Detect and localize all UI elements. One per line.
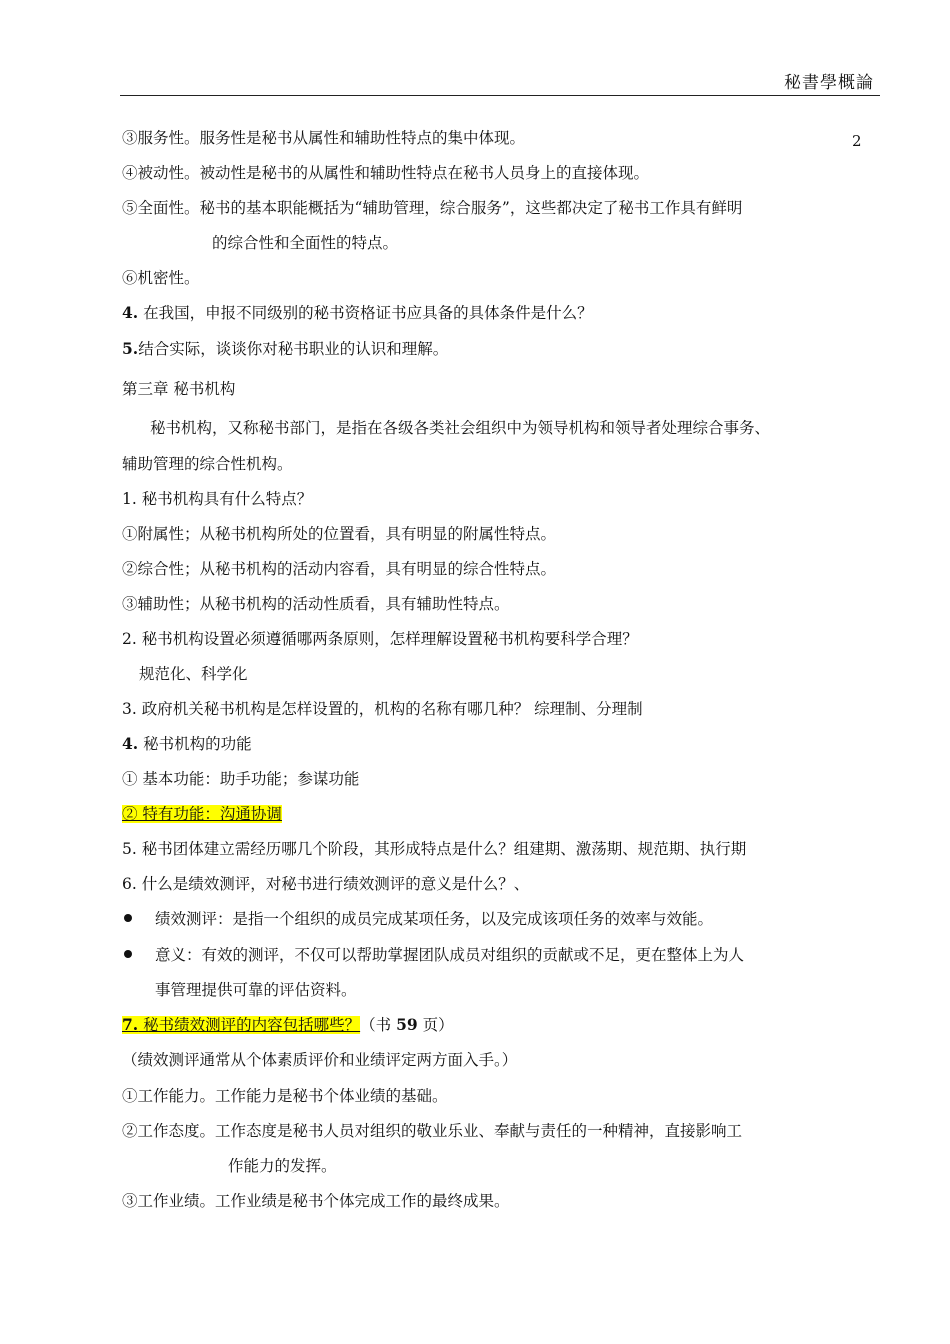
question-text: 秘书机构的功能 (138, 735, 252, 753)
answer-line: ① 基本功能：助手功能；参谋功能 (122, 770, 360, 788)
text-line: ⑥机密性。 (122, 269, 200, 287)
question-text: 秘书绩效测评的内容包括哪些？ (138, 1016, 361, 1034)
highlighted-question (122, 1016, 360, 1034)
question-number: 4. (122, 303, 139, 322)
bullet-line: 绩效测评：是指一个组织的成员完成某项任务，以及完成该项任务的效率与效能。 (155, 910, 714, 928)
question-number: 5. (122, 339, 139, 358)
question-line (122, 733, 252, 755)
question-line: 1. 秘书机构具有什么特点？ (122, 490, 313, 508)
page-number: 2 (852, 132, 862, 150)
header-rule (120, 95, 880, 96)
answer-line: ③辅助性；从秘书机构的活动性质看，具有辅助性特点。 (122, 595, 510, 613)
answer-line: ①工作能力。工作能力是秘书个体业绩的基础。 (122, 1087, 448, 1105)
question-line: 6. 什么是绩效测评，对秘书进行绩效测评的意义是什么？、 (122, 875, 530, 893)
question-text: 在我国，申报不同级别的秘书资格证书应具备的具体条件是什么？ (138, 304, 593, 322)
book-ref: （书 (360, 1016, 397, 1034)
answer-line: ③工作业绩。工作业绩是秘书个体完成工作的最终成果。 (122, 1192, 510, 1210)
text-line: ④被动性。被动性是秘书的从属性和辅助性特点在秘书人员身上的直接体现。 (122, 164, 650, 182)
question-4 (122, 302, 593, 324)
paragraph-line: 辅助管理的综合性机构。 (122, 455, 293, 473)
highlighted-text: ② 特有功能：沟通协调 (122, 805, 282, 823)
question-7 (122, 1014, 454, 1036)
paragraph-line: 秘书机构，又称秘书部门，是指在各级各类社会组织中为领导机构和领导者处理综合事务、 (150, 419, 771, 437)
bullet-icon (124, 950, 132, 958)
bullet-line: 事管理提供可靠的评估资料。 (155, 981, 357, 999)
text-line: 的综合性和全面性的特点。 (212, 234, 399, 252)
question-line: 2. 秘书机构设置必须遵循哪两条原则，怎样理解设置秘书机构要科学合理？ (122, 630, 638, 648)
answer-line: ①附属性；从秘书机构所处的位置看，具有明显的附属性特点。 (122, 525, 557, 543)
header-title: 秘書學概論 (784, 73, 874, 93)
answer-line: 作能力的发挥。 (228, 1157, 337, 1175)
bullet-icon (124, 914, 132, 922)
answer-line-highlighted (122, 803, 282, 825)
question-text: 结合实际，谈谈你对秘书职业的认识和理解。 (138, 340, 449, 358)
text-line: ⑤全面性。秘书的基本职能概括为“辅助管理，综合服务”，这些都决定了秘书工作具有鲜明 (122, 199, 743, 217)
question-line: 5. 秘书团体建立需经历哪几个阶段，其形成特点是什么？组建期、激荡期、规范期、执行期 (122, 840, 747, 858)
question-number: 4. (122, 734, 139, 753)
text-line: ③服务性。服务性是秘书从属性和辅助性特点的集中体现。 (122, 129, 526, 147)
question-5 (122, 338, 448, 360)
question-line: 3. 政府机关秘书机构是怎样设置的，机构的名称有哪几种？ 综理制、分理制 (122, 700, 643, 718)
chapter-heading: 第三章 秘书机构 (122, 380, 236, 398)
answer-line: 规范化、科学化 (139, 665, 248, 683)
question-number: 7. (122, 1015, 139, 1034)
book-ref-page: 59 (396, 1015, 418, 1034)
bullet-line: 意义：有效的测评，不仅可以帮助掌握团队成员对组织的贡献或不足，更在整体上为人 (155, 946, 745, 964)
book-ref: 页） (417, 1016, 454, 1034)
answer-line: ②工作态度。工作态度是秘书人员对组织的敬业乐业、奉献与责任的一种精神，直接影响工 (122, 1122, 743, 1140)
answer-line: ②综合性；从秘书机构的活动内容看，具有明显的综合性特点。 (122, 560, 557, 578)
note-line: （绩效测评通常从个体素质评价和业绩评定两方面入手。） (122, 1051, 518, 1069)
